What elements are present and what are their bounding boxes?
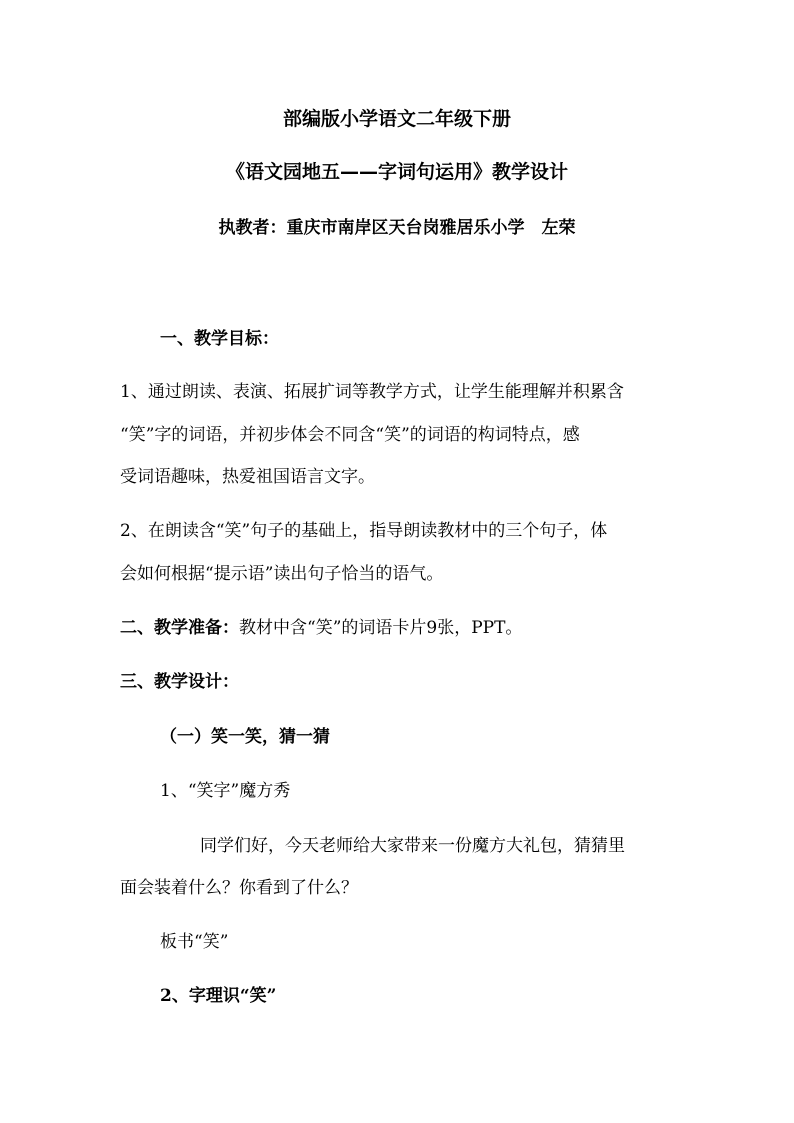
goal1-line-1: 1、通过朗读、表演、拓展扩词等教学方式，让学生能理解并积累含	[120, 382, 624, 402]
section-heading-preparation: 二、教学准备：	[120, 618, 239, 638]
teacher-line: 执教者：重庆市南岸区天台岗雅居乐小学 左荣	[218, 218, 576, 238]
part1-heading: （一）笑一笑，猜一猜	[160, 727, 330, 747]
item1-heading: 1、“笑字”魔方秀	[160, 781, 291, 801]
section-preparation	[120, 617, 522, 639]
item2-heading: 2、字理识“笑”	[160, 986, 277, 1006]
item1-para-line-2: 面会装着什么？你看到了什么？	[120, 878, 358, 898]
title-line-1: 部编版小学语文二年级下册	[282, 108, 511, 130]
title-line-2: 《语文园地五——字词句运用》教学设计	[225, 161, 568, 183]
goal2-line-2: 会如何根据“提示语”读出句子恰当的语气。	[120, 564, 444, 584]
item1-board-note: 板书“笑”	[160, 932, 229, 952]
goal1-line-2: “笑”字的词语，并初步体会不同含“笑”的词语的构词特点，感	[120, 425, 580, 445]
section-heading-goals: 一、教学目标：	[160, 329, 279, 349]
item1-para-line-1: 同学们好，今天老师给大家带来一份魔方大礼包，猜猜里	[200, 836, 625, 856]
section-heading-design: 三、教学设计：	[120, 672, 239, 692]
goal2-line-1: 2、在朗读含“笑”句子的基础上，指导朗读教材中的三个句子，体	[120, 521, 608, 541]
preparation-content: 教材中含“笑”的词语卡片9张，PPT。	[239, 618, 523, 638]
goal1-line-3: 受词语趣味，热爱祖国语言文字。	[120, 467, 375, 487]
